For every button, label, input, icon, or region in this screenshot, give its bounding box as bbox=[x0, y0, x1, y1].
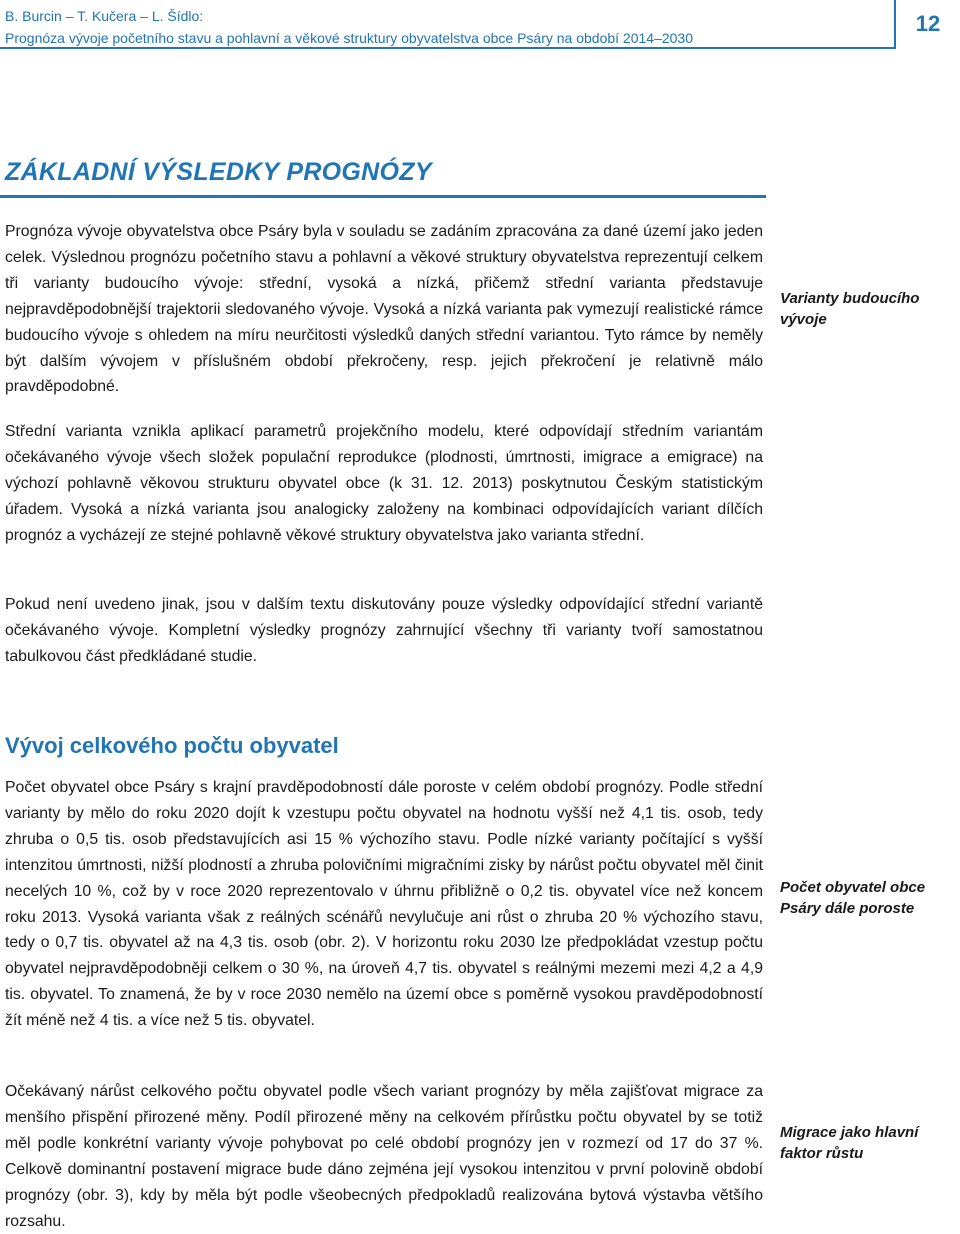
section-title: ZÁKLADNÍ VÝSLEDKY PROGNÓZY bbox=[5, 158, 432, 186]
subsection-title: Vývoj celkového počtu obyvatel bbox=[5, 733, 339, 758]
margin-note-population-growth: Počet obyvatel obce Psáry dále poroste bbox=[780, 879, 926, 917]
page-number-divider bbox=[894, 0, 896, 49]
header-divider bbox=[0, 47, 896, 49]
section-title-underline bbox=[0, 195, 766, 198]
subsection-paragraph-2: Očekávaný nárůst celkového počtu obyvatel podle všech variant prognózy by měla zajišťovat migrace za menšího přispění přirozené měny. Podíl přirozené měny na celkovém přírůstku počtu obyvatel by se totiž měl podle konkrétní varianty vývoje pohybovat po celé období prognózy jen v rozmezí od 17 do 37 %. Celkově dominantní postavení migrace bude dáno zejména její vysokou intenzitou v první polovině období prognózy (obr. 3), kdy by měla být podle všeobecných předpokladů realizována bytová výstavba většího rozsahu. bbox=[5, 1083, 763, 1230]
section-paragraph-3: Pokud není uvedeno jinak, jsou v dalším textu diskutovány pouze výsledky odpovídající střední variantě očekávaného vývoje. Kompletní výsledky prognózy zahrnující všechny tři varianty tvoří samostatnou tabulkovou část předkládané studie. bbox=[5, 596, 763, 665]
margin-note-variants: Varianty budoucího vývoje bbox=[780, 290, 920, 328]
subsection-paragraph-1: Počet obyvatel obce Psáry s krajní pravděpodobností dále poroste v celém období prognózy. Podle střední varianty by mělo do roku 2020 dojít k vzestupu počtu obyvatel na hodnotu vyšší než 4,1 tis. osob, tedy zhruba o 0,5 tis. osob představujících asi 15 % výchozího stavu. Podle nízké varianty počítající s vyšší intenzitou úmrtnosti, nižší plodností a zhruba polovičními migračními zisky by nárůst počtu obyvatel měl činit necelých 10 %, což by v roce 2020 reprezentovalo v úhrnu přibližně o 0,2 tis. obyvatel více než koncem roku 2013. Vysoká varianta však z reálných scénářů nevylučuje ani růst o zhruba 20 % výchozího stavu, tedy o 0,7 tis. obyvatel až na 4,3 tis. osob (obr. 2). V horizontu roku 2030 lze předpokládat vzestup počtu obyvatel nejpravděpodobněji celkem o 30 %, na úroveň 4,7 tis. obyvatel s reálnými mezemi mezi 4,2 a 4,9 tis. obyvatel. To znamená, že by v roce 2030 nemělo na území obce s poměrně vysokou pravděpodobností žít méně než 4 tis. a více než 5 tis. obyvatel. bbox=[5, 779, 763, 1030]
page-header bbox=[0, 0, 960, 48]
section-paragraph-1: Prognóza vývoje obyvatelstva obce Psáry byla v souladu se zadáním zpracována za dané území jako jeden celek. Výslednou prognózu početního stavu a pohlavní a věkové struktury obyvatelstva reprezentují celkem tři varianty budoucího vývoje: střední, vysoká a nízká, přičemž střední varianta představuje nejpravděpodobnější trajektorii sledovaného vývoje. Vysoká a nízká varianta pak vymezují realistické rámce budoucího vývoje s ohledem na míru neurčitosti výsledků daných střední variantou. Tyto rámce by neměly být dalším vývojem v příslušném období překročeny, resp. jejich překročení je relativně málo pravděpodobné. bbox=[5, 223, 763, 396]
margin-note-migration: Migrace jako hlavní faktor růstu bbox=[780, 1124, 919, 1162]
header-subtitle: Prognóza vývoje početního stavu a pohlavní a věkové struktury obyvatelstva obce Psáry na období 2014–2030 bbox=[5, 30, 693, 46]
section-paragraph-2: Střední varianta vznikla aplikací parametrů projekčního modelu, které odpovídají středním variantám očekávaného vývoje všech složek populační reprodukce (plodnosti, úmrtnosti, imigrace a emigrace) na výchozí pohlavně věkovou strukturu obyvatel obce (k 31. 12. 2013) poskytnutou Českým statistickým úřadem. Vysoká a nízká varianta jsou analogicky založeny na kombinaci odpovídajících variant dílčích prognóz a vycházejí ze stejné pohlavně věkové struktury obyvatelstva jako varianta střední. bbox=[5, 423, 763, 544]
page-number: 12 bbox=[915, 11, 941, 36]
header-authors: B. Burcin – T. Kučera – L. Šídlo: bbox=[5, 8, 204, 24]
